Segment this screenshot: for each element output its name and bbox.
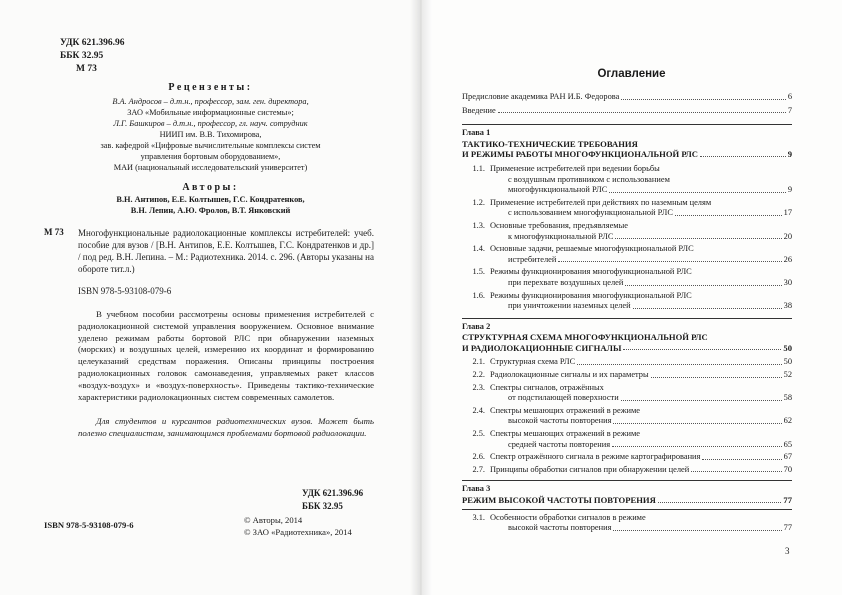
isbn-footer: ISBN 978-5-93108-079-6 (44, 520, 134, 530)
isbn: ISBN 978-5-93108-079-6 (78, 286, 172, 296)
toc-entry-chapter-2[interactable]: И РАДИОЛОКАЦИОННЫЕ СИГНАЛЫ 50 (462, 342, 792, 353)
authors-line: В.Н. Лепин, А.Ю. Фролов, В.Т. Янковский (130, 206, 291, 215)
toc-entry-chapter-3[interactable]: РЕЖИМ ВЫСОКОЙ ЧАСТОТЫ ПОВТОРЕНИЯ 77 (462, 495, 792, 505)
divider (462, 318, 792, 319)
toc-entry-section[interactable]: 1.3. Основные требования, предъявляемые к многофункциональной РЛС 20 (472, 220, 792, 241)
udk-code: УДК 621.396.96 (60, 38, 125, 48)
toc-entry-section[interactable]: 1.1. Применение истребителей при ведении борьбы с воздушным противником с использованием многофункциональной РЛС 9 (472, 163, 792, 195)
toc-entry-section[interactable]: 1.5. Режимы функционирования многофункциональной РЛС при перехвате воздушных целей 30 (472, 267, 792, 287)
toc-entry-section[interactable]: 1.4. Основные задачи, решаемые многофункциональной РЛС истребителей 26 (472, 244, 792, 264)
reviewers-heading: Рецензенты: (168, 82, 253, 93)
chapter-label: Глава 3 (462, 484, 491, 494)
annotation (78, 309, 374, 403)
toc-entry-section[interactable]: 2.1. Структурная схема РЛС 50 (472, 357, 792, 367)
copyright-authors: © Авторы, 2014 (244, 515, 303, 525)
toc-entry-section[interactable]: 2.7. Принципы обработки сигналов при обнаружении целей 70 (472, 464, 792, 474)
toc-entry-section[interactable]: 2.2. Радиолокационные сигналы и их параметры 52 (472, 370, 792, 380)
copyright-publisher: © ЗАО «Радиотехника», 2014 (244, 527, 352, 537)
reviewer-line: МАИ (национальный исследовательский университет) (113, 163, 308, 172)
chapter-label: Глава 2 (462, 321, 491, 331)
toc-entry-section[interactable]: 2.6. Спектр отражённого сигнала в режиме картографирования 67 (472, 452, 792, 462)
toc-entry-section[interactable]: 2.5. Спектры мешающих отражений в режиме средней частоты повторения 65 (472, 429, 792, 449)
chapter-label: Глава 1 (462, 128, 491, 138)
reviewer-line: Л.Г. Башкиров – д.т.н., профессор, гл. науч. сотрудник (113, 119, 308, 128)
chapter-title[interactable]: ТАКТИКО-ТЕХНИЧЕСКИЕ ТРЕБОВАНИЯ (462, 138, 638, 149)
toc-entry-section[interactable]: 2.4. Спектры мешающих отражений в режиме высокой частоты повторения 62 (472, 405, 792, 426)
bibliographic-record: Многофункциональные радиолокационные комплексы истребителей: учеб. пособие для вузов / [В.Н. Антипов, Е.Е. Колтышев, Г.С. Кондратенков и др.] / под ред. В.Н. Лепина. – М.: Радиотехника. 2014. с. 296. (Авторы указаны на обороте тит.л.) (78, 228, 374, 274)
toc-entry-section[interactable]: 3.1. Особенности обработки сигналов в режиме высокой частоты повторения 77 (472, 512, 792, 533)
reviewer-line: зав. кафедрой «Цифровые вычислительные комплексы систем (100, 141, 321, 150)
toc-entry-section[interactable]: 2.3. Спектры сигналов, отражённых от подстилающей поверхности 58 (472, 382, 792, 403)
divider (462, 509, 792, 510)
reviewer-line: управления бортовым оборудованием», (140, 152, 281, 161)
reviewer-line: НИИП им. В.В. Тихомирова, (159, 130, 262, 139)
reviewer-line: В.А. Андросов – д.т.н., профессор, зам. ген. директора, (112, 97, 309, 106)
authors-block (0, 194, 421, 216)
classification-codes (60, 37, 125, 76)
divider (462, 480, 792, 481)
authors-line: В.Н. Антипов, Е.Е. Колтышев, Г.С. Кондратенков, (116, 195, 305, 204)
authors-heading: Авторы: (182, 182, 239, 193)
divider (462, 124, 792, 125)
reviewers-block (0, 96, 421, 173)
toc-entry-section[interactable]: 1.2. Применение истребителей при действиях по наземным целям с использованием многофункциональной РЛС 17 (472, 197, 792, 218)
bib-cipher: М 73 (44, 227, 64, 237)
reviewer-line: ЗАО «Мобильные информационные системы»; (127, 108, 294, 117)
annotation-text: В учебном пособии рассмотрены основы применения истребителей с радиолокационной системой управления вооружением. Основное внимание уделено режимам работы бортовой РЛС при обнаружении наземных (морских) и воздушных целей, измерению их координат и формированию целеуказаний средствам поражения. Описаны принципы построения радиолокационных головок самонаведения, управляемых ракет классов «воздух-воздух» и «воздух-поверхность». Приведены тактико-технические характеристики радиолокационных систем современных самолетов. (78, 309, 374, 402)
udk-code: УДК 621.396.96 (302, 488, 364, 498)
toc-entry-section[interactable]: 1.6. Режимы функционирования многофункциональной РЛС при уничтожении наземных целей 38 (472, 290, 792, 311)
page-number: 3 (785, 546, 790, 556)
chapter-title[interactable]: СТРУКТУРНАЯ СХЕМА МНОГОФУНКЦИОНАЛЬНОЙ РЛС (462, 332, 708, 343)
audience-note: Для студентов и курсантов радиотехнических вузов. Может быть полезно специалистам, занимающимся проблемами бортовой радиолокации. (78, 416, 374, 438)
toc-title: Оглавление (597, 68, 666, 80)
author-cipher: М 73 (76, 64, 97, 74)
bbk-code: ББК 32.95 (60, 51, 104, 61)
classification-codes-footer (302, 487, 363, 513)
toc-entry-chapter-1[interactable]: И РЕЖИМЫ РАБОТЫ МНОГОФУНКЦИОНАЛЬНОЙ РЛС 9 (462, 149, 792, 160)
toc-entry-intro[interactable]: Введение 7 (462, 105, 792, 115)
bbk-code: ББК 32.95 (302, 501, 343, 511)
toc-entry-preface[interactable]: Предисловие академика РАН И.Б. Федорова 6 (462, 92, 792, 101)
copyright (244, 514, 352, 538)
table-of-contents (462, 92, 792, 534)
